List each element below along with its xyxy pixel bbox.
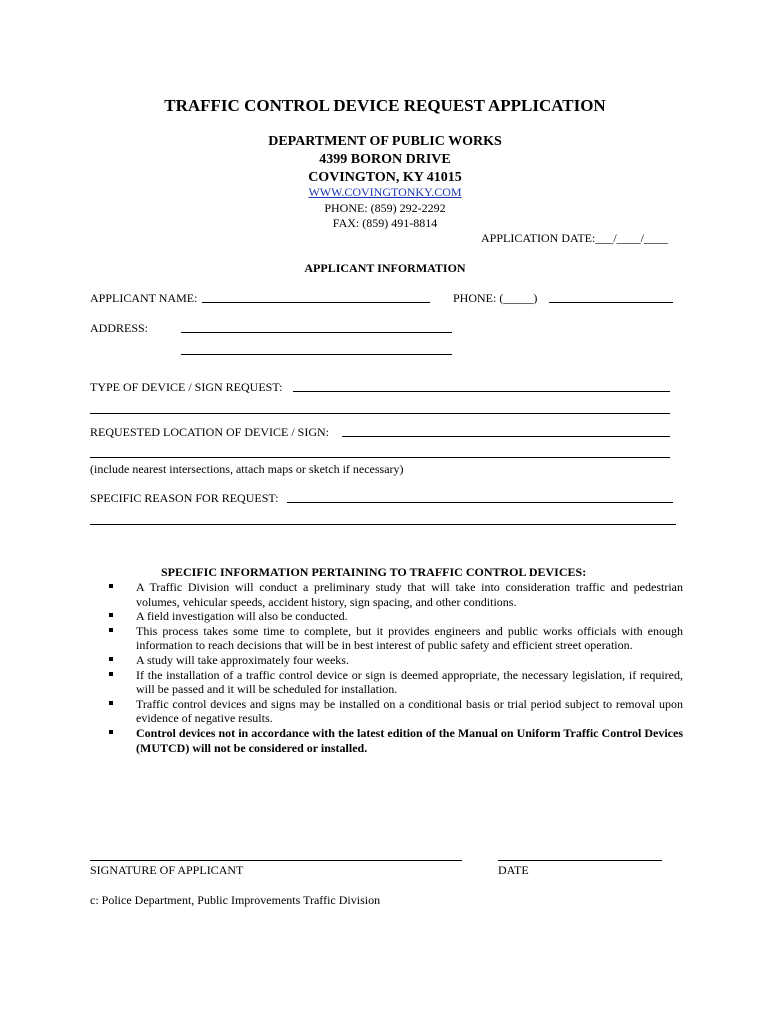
bullet-marker	[109, 628, 113, 632]
reason-field-line-2[interactable]	[90, 524, 676, 525]
signature-field[interactable]	[90, 860, 462, 861]
info-bullet: Traffic control devices and signs may be installed on a conditional basis or trial period subject to removal upon evidence of negative results.	[107, 697, 683, 726]
department-street: 4399 BORON DRIVE	[319, 152, 451, 167]
phone-label: PHONE: (_____)	[453, 291, 538, 305]
application-date-field[interactable]: APPLICATION DATE:___/____/____	[481, 231, 669, 245]
department-city: COVINGTON, KY 41015	[308, 170, 462, 185]
bullet-marker	[109, 584, 113, 588]
bullet-marker	[109, 672, 113, 676]
department-phone: PHONE: (859) 292-2292	[324, 201, 446, 215]
address-line-1[interactable]	[181, 332, 452, 333]
device-type-field[interactable]	[293, 391, 670, 392]
location-note: (include nearest intersections, attach maps or sketch if necessary)	[90, 462, 404, 476]
date-field[interactable]	[498, 860, 662, 861]
location-field[interactable]	[342, 436, 670, 437]
device-type-field-line-2[interactable]	[90, 413, 670, 414]
info-section-heading: SPECIFIC INFORMATION PERTAINING TO TRAFFIC CONTROL DEVICES:	[161, 565, 587, 579]
bullet-marker	[109, 657, 113, 661]
info-bullet-list	[107, 580, 683, 755]
reason-field[interactable]	[287, 502, 673, 503]
info-bullet: A Traffic Division will conduct a preliminary study that will take into consideration traffic and pedestrian volumes, vehicular speeds, accident history, sign spacing, and other conditions.	[107, 580, 683, 609]
bullet-marker	[109, 701, 113, 705]
info-bullet: A field investigation will also be conducted.	[107, 609, 683, 624]
device-type-label: TYPE OF DEVICE / SIGN REQUEST:	[90, 380, 283, 394]
signature-label: SIGNATURE OF APPLICANT	[90, 863, 244, 877]
info-bullet: Control devices not in accordance with the latest edition of the Manual on Uniform Traffic Control Devices (MUTCD) will not be considered or installed.	[107, 726, 683, 755]
info-bullet: If the installation of a traffic control device or sign is deemed appropriate, the necessary legislation, if required, will be passed and it will be scheduled for installation.	[107, 668, 683, 697]
department-name: DEPARTMENT OF PUBLIC WORKS	[268, 134, 502, 149]
info-bullet: This process takes some time to complete, but it provides engineers and public works officials with enough information to reach decisions that will be in best interest of public safety and efficient street operation.	[107, 624, 683, 653]
address-line-2[interactable]	[181, 354, 452, 355]
info-bullet: A study will take approximately four weeks.	[107, 653, 683, 668]
applicant-name-label: APPLICANT NAME:	[90, 291, 198, 305]
bullet-marker	[109, 613, 113, 617]
reason-label: SPECIFIC REASON FOR REQUEST:	[90, 491, 279, 505]
phone-field[interactable]	[549, 302, 673, 303]
applicant-name-field[interactable]	[202, 302, 430, 303]
website-link[interactable]: WWW.COVINGTONKY.COM	[308, 185, 462, 199]
location-label: REQUESTED LOCATION OF DEVICE / SIGN:	[90, 425, 329, 439]
applicant-section-heading: APPLICANT INFORMATION	[304, 261, 466, 275]
page-title: TRAFFIC CONTROL DEVICE REQUEST APPLICATION	[164, 96, 606, 115]
date-label: DATE	[498, 863, 529, 877]
address-label: ADDRESS:	[90, 321, 149, 335]
department-fax: FAX: (859) 491-8814	[332, 216, 438, 230]
cc-line: c: Police Department, Public Improvements Traffic Division	[90, 893, 381, 907]
location-field-line-2[interactable]	[90, 457, 670, 458]
bullet-marker	[109, 730, 113, 734]
